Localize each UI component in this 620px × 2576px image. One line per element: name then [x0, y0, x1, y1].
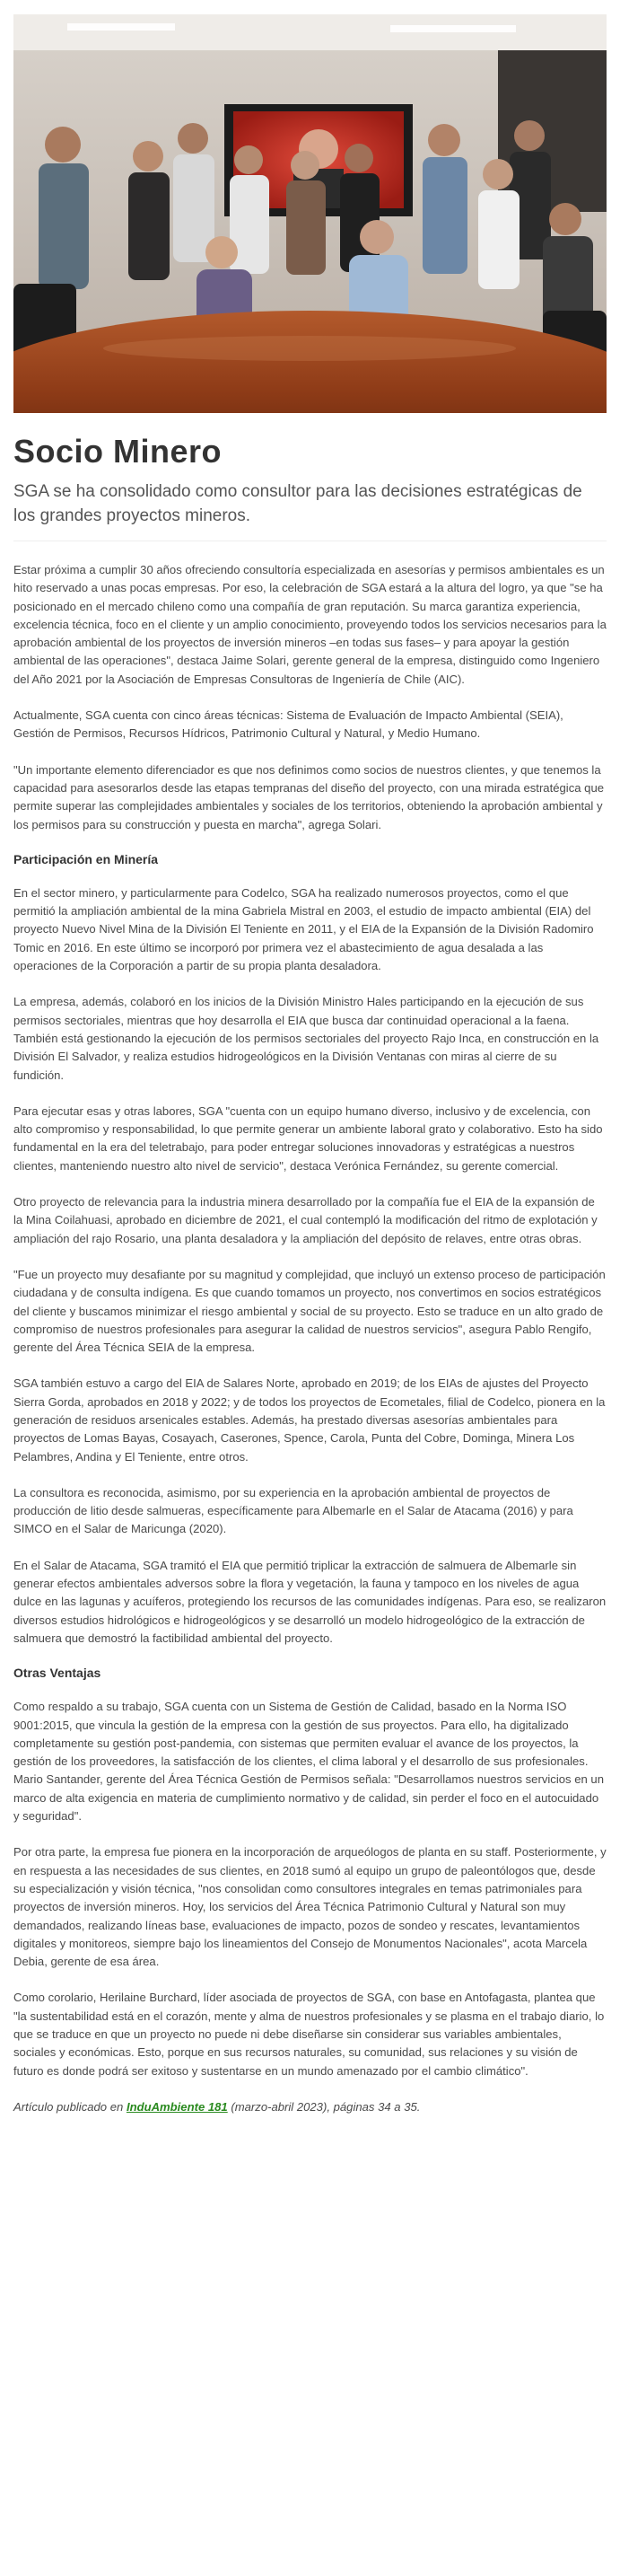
article-title: Socio Minero [13, 433, 223, 470]
paragraph: Actualmente, SGA cuenta con cinco áreas técnicas: Sistema de Evaluación de Impacto Ambiental (SEIA), Gestión de Permisos, Recursos Hídricos, Patrimonio Cultural y Natural, y Medio Humano. [13, 708, 563, 741]
paragraph: Como respaldo a su trabajo, SGA cuenta con un Sistema de Gestión de Calidad, basado en la Norma ISO 9001:2015, que vincula la gestión de la empresa con la gestión de sus proyectos. Para ello, ha digitalizado completamente su gestión post-pandemia, con sistemas que permiten evaluar el avance de los proyectos, la gestión de los proveedores, la satisfacción de los clientes, el clima laboral y el desarrollo de sus profesionales. Mario Santander, gerente del Área Técnica Gestión de Permisos señala: "Desarrollamos nuestros servicios en un marco de alta exigencia en materia de cumplimiento normativo y de calidad, sin perder el foco en el autocuidado y seguridad". [13, 1700, 604, 1824]
paragraph: SGA también estuvo a cargo del EIA de Salares Norte, aprobado en 2019; de los EIAs de ajustes del Proyecto Sierra Gorda, aprobados en 2018 y 2022; y de todos los proyectos de Ecometales, filial de Codelco, pionera en la generación de residuos arsenicales estables. Además, ha prestado diversas asesorías ambientales para proyectos de Lomas Bayas, Cosayach, Caserones, Spence, Carola, Punta del Cobre, Dominga, Minera Los Pelambres, Andina y El Teniente, entre otros. [13, 1376, 606, 1464]
paragraph: Por otra parte, la empresa fue pionera en la incorporación de arqueólogos de planta en su staff. Posteriormente, y en respuesta a las necesidades de sus clientes, en 2018 sumó al equipo un grupo de paleontólogos que, desde su especialización y visión técnica, "nos consolidan como consultores integrales en temas patrimoniales para proyectos de inversión mineros. Hoy, los servicios del Área Técnica Patrimonio Cultural y Natural son muy demandados, realizando líneas base, evaluaciones de impacto, pozos de sondeo y rescates, levantamientos digitales y monitoreos, siempre bajo los lineamientos del Consejo de Monumentos Nacionales", acota Marcela Debia, gerente de esa área. [13, 1845, 607, 1969]
team-photo [13, 14, 607, 413]
article-body [13, 561, 607, 2116]
paragraph: La empresa, además, colaboró en los inicios de la División Ministro Hales participando en la ejecución de sus permisos sectoriales, mientras que hoy desarrolla el EIA que busca dar continuidad operacional a la faena. También está gestionando la ejecución de los permisos sectoriales del proyecto Rajo Inca, en construcción en la División El Salvador, y realiza estudios hidrogeológicos en la División Ventanas con miras al cierre de su fundición. [13, 995, 599, 1082]
paragraph: "Fue un proyecto muy desafiante por su magnitud y complejidad, que incluyó un extenso proceso de participación ciudadana y de consulta indígena. Es que cuando tomamos un proyecto, nos convertimos en socios estratégicos del cliente y buscamos minimizar el riesgo ambiental y social de su proyecto. Esto se traduce en un alto grado de compromiso de nuestros profesionales para asegurar la calidad de nuestros servicios", asegura Pablo Rengifo, gerente del Área Técnica SEIA de la empresa. [13, 1267, 606, 1355]
paragraph: "Un importante elemento diferenciador es que nos definimos como socios de nuestros clientes, y que tenemos la capacidad para asesorarlos desde las etapas tempranas del diseño del proyecto, con una mirada estratégica que permite superar las complejidades ambientales y sociales de los territorios, obteniendo la aprobación ambiental y los permisos para su construcción y puesta en marcha", agrega Solari. [13, 762, 605, 831]
induambiente-link[interactable]: InduAmbiente 181 [126, 2099, 228, 2114]
paragraph: La consultora es reconocida, asimismo, por su experiencia en la aprobación ambiental de proyectos de producción de litio desde salmueras, específicamente para Albemarle en el Salar de Atacama (2016) y para SIMCO en el Salar de Maricunga (2020). [13, 1485, 573, 1536]
publication-note-prefix: Artículo publicado en [13, 2099, 127, 2114]
publication-note-suffix: (marzo-abril 2023), páginas 34 a 35. [227, 2099, 421, 2114]
paragraph: Como corolario, Herilaine Burchard, líder asociada de proyectos de SGA, con base en Antofagasta, plantea que "la sustentabilidad está en el corazón, mente y alma de nuestros profesionales y se plasma en el trabajo diario, lo que se traduce en que un proyecto no puede ni debe diseñarse sin considerar sus variables ambientales, sociales y económicas. Esto, porque en sus recursos naturales, su comunidad, sus relaciones y su visión de futuro es donde podrá ser exitoso y sustentarse en un mundo amenazado por el cambio climático". [13, 1991, 605, 2078]
paragraph: En el Salar de Atacama, SGA tramitó el EIA que permitió triplicar la extracción de salmuera de Albemarle sin generar efectos ambientales adversos sobre la flora y vegetación, la fauna y tampoco en los niveles de agua dulce en las lagunas y acuíferos, protegiendo los recursos de las comunidades indígenas. Para eso, se realizaron diversos estudios hidrológicos e hidrogeológicos y se desarrolló un modelo hidrogeológico de la extracción de salmuera que demostró la factibilidad ambiental del proyecto. [13, 1558, 607, 1645]
paragraph: Estar próxima a cumplir 30 años ofreciendo consultoría especializada en asesorías y permisos ambientales es un hito reservado a unas pocas empresas. Por eso, la celebración de SGA estará a la altura del logro, ya que "se ha posicionado en el mercado chileno como una compañía de gran reputación. Su marca garantiza experiencia, excelencia técnica, foco en el cliente y un amplio conocimiento, proveyendo todos los servicios necesarios para la aprobación ambiental de los proyectos de inversión mineros –en todas sus fases– y para apoyar la gestión ambiental de las operaciones", destaca Jaime Solari, gerente general de la empresa, distinguido como Ingeniero del Año 2021 por la Asociación de Empresas Consultoras de Ingeniería de Chile (AIC). [13, 563, 607, 686]
publication-note [13, 2098, 607, 2116]
paragraph: En el sector minero, y particularmente para Codelco, SGA ha realizado numerosos proyectos, como el que permitió la ampliación ambiental de la mina Gabriela Mistral en 2003, el estudio de impacto ambiental (EIA) del proyecto Nuevo Nivel Mina de la División El Teniente en 2011, y el EIA de la Expansión de la División Radomiro Tomic en 2016. En este último se incorporó por primera vez el abastecimiento de agua desalada a las operaciones de la Corporación a partir de su propia planta desaladora. [13, 885, 594, 973]
paragraph: Otro proyecto de relevancia para la industria minera desarrollado por la compañía fue el EIA de la expansión de la Mina Coilahuasi, aprobado en diciembre de 2021, el cual contempló la modificación del ritmo de explotación y ampliación del rajo Rosario, una planta desaladora y la ampliación del depósito de relaves, entre otras obras. [13, 1195, 598, 1245]
section-heading-mineria: Participación en Minería [13, 851, 159, 866]
article-subtitle: SGA se ha consolidado como consultor para las decisiones estratégicas de los grandes proyectos mineros. [13, 479, 607, 541]
paragraph: Para ejecutar esas y otras labores, SGA "cuenta con un equipo humano diverso, inclusivo y de excelencia, con alto compromiso y responsabilidad, lo que permite generar un ambiente laboral grato y colaborativo. Esto ha sido fundamental en la era del teletrabajo, para poder entregar soluciones innovadoras y estratégicas a nuestros clientes, manteniendo nuestro alto nivel de servicio", destaca Verónica Fernández, su gerente comercial. [13, 1103, 603, 1173]
section-heading-ventajas: Otras Ventajas [13, 1666, 101, 1681]
